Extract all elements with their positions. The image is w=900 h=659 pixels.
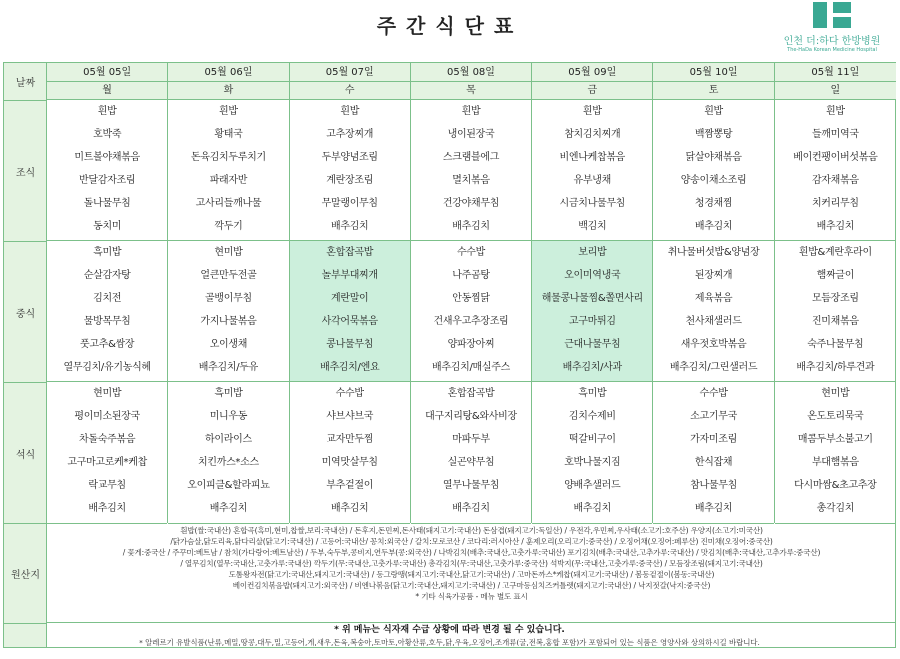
menu-item: 파래자반 xyxy=(209,175,248,186)
menu-item: 배추김치/그린샐러드 xyxy=(669,362,758,373)
menu-item: 치커리무침 xyxy=(811,198,859,209)
menu-item: 감자채볶음 xyxy=(811,175,859,186)
menu-item: 대구지리탕&와사비장 xyxy=(425,411,517,422)
menu-item: 된장찌개 xyxy=(694,270,733,281)
menu-item: 흰밥 xyxy=(97,106,117,117)
menu-item: 현미밥 xyxy=(821,388,850,399)
label-date: 날짜 xyxy=(4,63,47,101)
logo-mark-icon xyxy=(813,2,851,28)
menu-item: 순살감자탕 xyxy=(83,270,131,281)
menu-item: 흰밥&계란후라이 xyxy=(798,247,872,258)
menu-item: 마파두부 xyxy=(452,434,490,445)
menu-item: 김치수제비 xyxy=(568,411,616,422)
menu-item: 사각어묵볶음 xyxy=(321,316,378,327)
menu-item: 수수밥 xyxy=(699,388,728,399)
lunch-cell xyxy=(653,241,773,382)
breakfast-cell xyxy=(532,100,652,241)
menu-item: 가지나물볶음 xyxy=(200,316,257,327)
date-cell: 05월 06일 xyxy=(168,63,288,82)
change-notice: * 위 메뉴는 식자재 수급 상황에 따라 변경 될 수 있습니다. xyxy=(334,625,565,635)
menu-item: 고구마튀김 xyxy=(568,316,616,327)
menu-item: 백짬뽕탕 xyxy=(694,129,733,140)
menu-item: 모듬장조림 xyxy=(811,293,859,304)
menu-item: 배추김치/두유 xyxy=(198,362,259,373)
menu-item: 참치김치찌개 xyxy=(564,129,621,140)
weekday-cell: 월 xyxy=(47,82,167,100)
day-column xyxy=(653,63,774,523)
menu-item: 얼큰만두전골 xyxy=(200,270,257,281)
menu-item: 배추김치 xyxy=(330,503,369,514)
dinner-cell xyxy=(532,382,652,524)
menu-item: 실곤약무침 xyxy=(447,457,495,468)
label-breakfast: 조식 xyxy=(4,101,47,242)
menu-item: 배추김치 xyxy=(452,503,490,514)
dinner-cell xyxy=(653,382,773,524)
breakfast-cell xyxy=(168,100,288,241)
menu-item: 천사채샐러드 xyxy=(685,316,742,327)
menu-item: 배추김치/매실주스 xyxy=(432,362,510,373)
menu-item: 소고기무국 xyxy=(690,411,737,422)
menu-item: 숙주나물무침 xyxy=(807,339,864,350)
menu-item: 청경채찜 xyxy=(694,198,733,209)
origin-line: 흰밥(쌀:국내산) 혼합곡(흑미,현미,찹쌀,보리:국내산) / 돈후지,돈민찌,돈사태(돼지고기:국내산) 돈삼겹(돼지고기:독일산) / 우전각,우민찌,우사태(소고기:호주산) 우양지(소고기:미국산) xyxy=(180,526,763,535)
origin-line: / 꽃게:중국산 / 주꾸미:베트남 / 참치(가다랑어:베트남산) / 두부,숙두부,콩비지,연두부(콩:외국산) / 나박김치(배추:국내산,고춧가루:국내산) 포기김치(배추:국내산,고추가루:국내산) / 맛김치(배추:국내산,고추가루:중국산) xyxy=(122,548,821,557)
menu-item: 떡갈비구이 xyxy=(568,434,616,445)
menu-item: 무말랭이무침 xyxy=(321,198,378,209)
menu-item: 열무나물무침 xyxy=(442,480,500,491)
menu-item: 황태국 xyxy=(214,129,243,140)
menu-item: 다시마쌈&초고추장 xyxy=(794,480,877,491)
menu-item: 호박나물지짐 xyxy=(564,457,621,468)
menu-item: 멸치볶음 xyxy=(452,175,490,186)
menu-item: 배추김치/하루견과 xyxy=(796,362,875,373)
menu-item: 치킨까스*소스 xyxy=(197,457,259,468)
logo-subtitle: The-HaDa Korean Medicine Hospital xyxy=(787,47,877,53)
menu-item: 배추김치/사과 xyxy=(562,362,622,373)
weekday-cell: 금 xyxy=(532,82,652,100)
menu-item: 양파장아찌 xyxy=(447,339,495,350)
menu-item: 총각김치 xyxy=(816,503,855,514)
menu-item: 동치미 xyxy=(93,221,122,232)
menu-item: 부추겉절이 xyxy=(326,480,374,491)
date-cell: 05월 09일 xyxy=(532,63,652,82)
origin-line: /닭가슴살,닭도리육,닭다리살(닭고기:국내산) / 고등어:국내산/ 꽁치:외국산 / 갈치:모로코산 / 코다리:러시아산 / 훈제오리(오리고기:중국산) / 오징어채(오징어:페루산) 진미채(오징어:중국산) xyxy=(170,537,773,546)
menu-item: 김치전 xyxy=(93,293,122,304)
day-column xyxy=(168,63,289,523)
menu-item: 놀부부대찌개 xyxy=(321,270,378,281)
date-cell: 05월 08일 xyxy=(411,63,531,82)
menu-item: 건새우고추장조림 xyxy=(433,316,509,327)
menu-item: 온도토리묵국 xyxy=(807,411,864,422)
day-column xyxy=(775,63,896,523)
menu-item: 돈육김치두루치기 xyxy=(190,152,266,163)
menu-item: 흰밥 xyxy=(461,106,481,117)
menu-item: 고추장찌개 xyxy=(326,129,374,140)
origin-line: 베이컨김치볶음밥(돼지고기:외국산) / 비엔나볶음(닭고기:국내산,돼지고기:국내산) / 고구마등심치즈커틀렛(돼지고기:국내산) / 낙지젓갈(낙지:중국산) xyxy=(232,581,711,590)
menu-item: 수수밥 xyxy=(335,388,364,399)
menu-item: 매콤두부소불고기 xyxy=(797,434,873,445)
menu-item: 나주곰탕 xyxy=(452,270,490,281)
menu-item: 흰밥 xyxy=(219,106,238,117)
day-column xyxy=(47,63,168,523)
menu-item: 고구마고로케*케찹 xyxy=(67,457,147,468)
menu-item: 차돌숙주볶음 xyxy=(79,434,136,445)
menu-item: 스크램블에그 xyxy=(442,152,500,163)
day-column xyxy=(290,63,411,523)
menu-item: 해물콩나물찜&쫄면사리 xyxy=(541,293,643,304)
label-origin: 원산지 xyxy=(4,524,47,624)
menu-item: 진미채볶음 xyxy=(811,316,859,327)
weekday-cell: 화 xyxy=(168,82,288,100)
hospital-logo xyxy=(772,2,892,53)
lunch-cell xyxy=(168,241,288,382)
menu-item: 배추김치 xyxy=(330,221,369,232)
menu-item: 베이컨팽이버섯볶음 xyxy=(793,152,878,163)
menu-item: 돌나물무침 xyxy=(83,198,131,209)
menu-item: 미역맛살무침 xyxy=(321,457,378,468)
day-column xyxy=(411,63,532,523)
menu-item: 보리밥 xyxy=(578,247,607,258)
menu-item: 배추김치 xyxy=(694,503,733,514)
menu-item: 골뱅이무침 xyxy=(205,293,252,304)
menu-item: 흑미밥 xyxy=(214,388,243,399)
menu-item: 교자만두찜 xyxy=(326,434,374,445)
dinner-cell xyxy=(775,382,896,524)
dinner-cell xyxy=(411,382,531,524)
breakfast-cell xyxy=(775,100,896,241)
dinner-cell xyxy=(168,382,288,524)
origin-line: / 열무김치(열무:국내산,고춧가루:국내산) 깍두기(무:국내산,고춧가루:국내산) 총각김치(무:국내산,고춧가루:중국산) 석박지(무:국내산,고춧가루:중국산) / 모듬장조림(돼지고기:국내산) xyxy=(180,559,763,568)
menu-item: 흑미밥 xyxy=(578,388,607,399)
menu-item: 반달감자조림 xyxy=(79,175,136,186)
date-cell: 05월 10일 xyxy=(653,63,773,82)
menu-item: 흰밥 xyxy=(582,106,602,117)
breakfast-cell xyxy=(411,100,531,241)
weekday-cell: 일 xyxy=(775,82,896,100)
menu-item: 건강야채무침 xyxy=(442,198,500,209)
menu-item: 두부양념조림 xyxy=(321,152,378,163)
origin-info xyxy=(47,523,896,623)
weekday-cell: 목 xyxy=(411,82,531,100)
day-column xyxy=(532,63,653,523)
menu-item: 양배추샐러드 xyxy=(564,480,621,491)
origin-line: * 기타 식육가공품 - 메뉴 별도 표시 xyxy=(415,592,528,601)
menu-item: 흰밥 xyxy=(825,106,845,117)
menu-item: 혼합잡곡밥 xyxy=(447,388,495,399)
dinner-cell xyxy=(290,382,410,524)
menu-item: 계란말이 xyxy=(330,293,369,304)
menu-item: 유부냉채 xyxy=(573,175,611,186)
menu-item: 샤브샤브국 xyxy=(326,411,374,422)
menu-item: 흰밥 xyxy=(704,106,723,117)
menu-item: 안동찜닭 xyxy=(452,293,490,304)
menu-item: 미니우동 xyxy=(209,411,248,422)
menu-item: 오이미역냉국 xyxy=(564,270,621,281)
menu-item: 호박죽 xyxy=(93,129,122,140)
menu-item: 햄짜글이 xyxy=(816,270,855,281)
menu-item: 미트볼야채볶음 xyxy=(74,152,140,163)
menu-item: 양송이채소조림 xyxy=(680,175,747,186)
menu-item: 한식잡채 xyxy=(694,457,733,468)
menu-item: 배추김치 xyxy=(694,221,733,232)
lunch-cell xyxy=(775,241,896,382)
page-title: 주간식단표 xyxy=(376,14,524,38)
menu-item: 배추김치/엔요 xyxy=(320,362,380,373)
menu-item: 배추김치 xyxy=(209,503,248,514)
menu-table xyxy=(3,62,896,648)
allergy-note: * 알레르기 유발식품(난류,메밀,땅콩,대두,밀,고등어,게,새우,돈육,복숭아,토마토,아황산류,호두,닭,우육,오징어,조개류(굴,전복,홍합 포함)가 포함되어 있는 식품은 영양사와 상의하시길 바랍니다. xyxy=(139,638,760,647)
menu-item: 깍두기 xyxy=(214,221,243,232)
menu-item: 현미밥 xyxy=(93,388,122,399)
breakfast-cell xyxy=(47,100,167,241)
menu-item: 냉이된장국 xyxy=(447,129,495,140)
menu-item: 배추김치 xyxy=(816,221,855,232)
label-dinner: 석식 xyxy=(4,383,47,524)
lunch-cell xyxy=(47,241,167,382)
menu-item: 락교무침 xyxy=(88,480,126,491)
logo-name: 인천 더:하다 한방병원 xyxy=(783,36,881,47)
menu-item: 계란장조림 xyxy=(326,175,374,186)
menu-item: 배추김치 xyxy=(88,503,126,514)
menu-item: 참나물무침 xyxy=(690,480,737,491)
breakfast-cell xyxy=(653,100,773,241)
menu-item: 열무김치/유기농식혜 xyxy=(63,362,151,373)
lunch-cell xyxy=(411,241,531,382)
menu-item: 백김치 xyxy=(578,221,607,232)
menu-item: 닭살야채볶음 xyxy=(685,152,742,163)
lunch-cell xyxy=(532,241,652,382)
menu-item: 수수밥 xyxy=(456,247,486,258)
menu-item: 오이생채 xyxy=(209,339,248,350)
menu-item: 콩나물무침 xyxy=(326,339,374,350)
menu-item: 현미밥 xyxy=(214,247,243,258)
menu-item: 새우젓호박볶음 xyxy=(680,339,747,350)
menu-item: 물방목무침 xyxy=(83,316,131,327)
menu-item: 시금치나물무침 xyxy=(559,198,626,209)
origin-line: 도톰왕자전(닭고기:국내산,돼지고기:국내산) / 동그랑땡(돼지고기:국내산,닭고기:국내산) / 고마돈까스*케찹(돼지고기:국내산) / 봄동겉절이(봄동:국내산) xyxy=(228,570,715,579)
menu-item: 오이피클&할라피뇨 xyxy=(187,480,270,491)
date-cell: 05월 11일 xyxy=(775,63,896,82)
lunch-cell xyxy=(290,241,410,382)
menu-item: 비엔나케찹볶음 xyxy=(559,152,626,163)
menu-item: 혼합잡곡밥 xyxy=(326,247,374,258)
menu-item: 제육볶음 xyxy=(694,293,733,304)
date-cell: 05월 07일 xyxy=(290,63,410,82)
breakfast-cell xyxy=(290,100,410,241)
menu-item: 하이라이스 xyxy=(205,434,252,445)
menu-item: 취나물버섯밥&양념장 xyxy=(667,247,760,258)
menu-item: 들깨미역국 xyxy=(811,129,859,140)
menu-item: 가자미조림 xyxy=(690,434,737,445)
weekday-cell: 토 xyxy=(653,82,773,100)
menu-item: 배추김치 xyxy=(573,503,611,514)
menu-item: 평이미소된장국 xyxy=(74,411,140,422)
weekday-cell: 수 xyxy=(290,82,410,100)
menu-item: 근대나물무침 xyxy=(564,339,621,350)
dinner-cell xyxy=(47,382,167,524)
menu-item: 배추김치 xyxy=(452,221,490,232)
date-cell: 05월 05일 xyxy=(47,63,167,82)
menu-item: 흑미밥 xyxy=(93,247,122,258)
label-lunch: 중식 xyxy=(4,242,47,383)
menu-item: 흰밥 xyxy=(340,106,360,117)
menu-item: 부대햄볶음 xyxy=(811,457,859,468)
menu-item: 고사리들깨나물 xyxy=(195,198,262,209)
menu-item: 풋고추&쌈장 xyxy=(79,339,135,350)
row-label-column xyxy=(4,63,47,647)
